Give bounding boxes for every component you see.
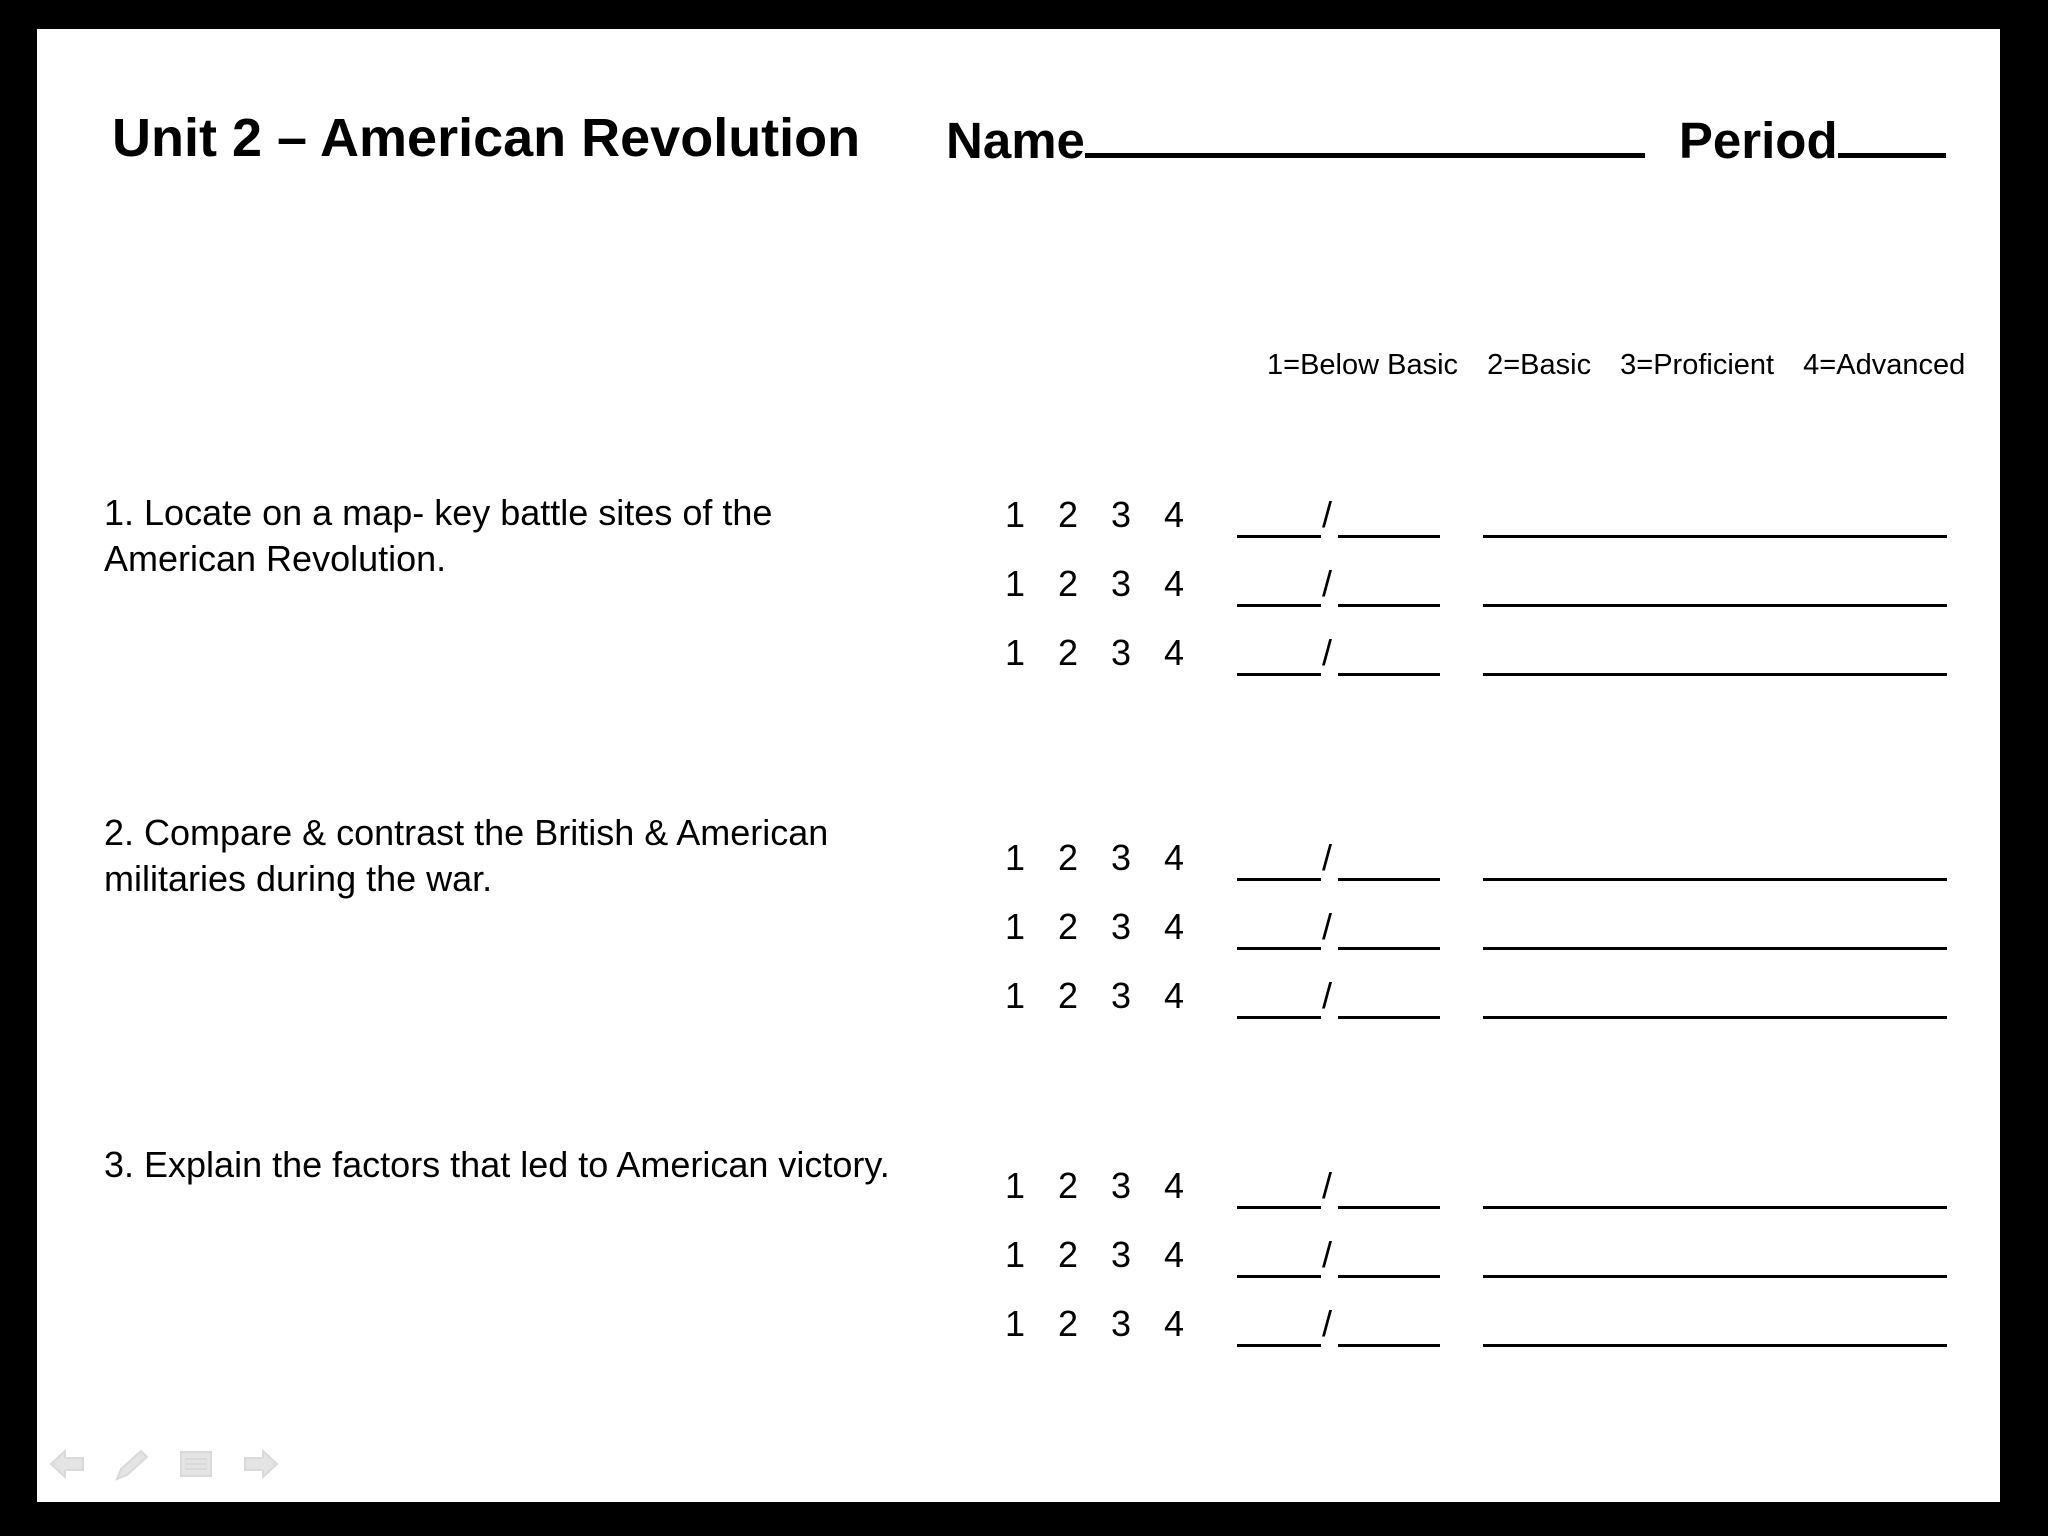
rating-1: 1 — [1005, 563, 1026, 604]
menu-icon[interactable] — [177, 1447, 215, 1481]
notes-blank — [1483, 1344, 1947, 1347]
notes-blank — [1483, 673, 1947, 676]
rating-row — [1005, 906, 2000, 952]
legend-item: 3=Proficient — [1620, 349, 1775, 381]
rating-4: 4 — [1164, 563, 1185, 604]
rating-row — [1005, 632, 2000, 678]
name-blank — [1085, 103, 1645, 158]
notes-blank — [1483, 947, 1947, 950]
score-slash: / — [1322, 906, 1333, 947]
score-blank — [1237, 1234, 1440, 1278]
rating-3: 3 — [1111, 494, 1132, 535]
rating-3: 3 — [1111, 632, 1132, 673]
rating-scale — [1005, 1165, 1217, 1207]
rating-scale — [1005, 632, 1217, 674]
rating-scale — [1005, 837, 1217, 879]
rating-row — [1005, 975, 2000, 1021]
legend-item: 4=Advanced — [1803, 349, 1966, 381]
score-blank — [1237, 494, 1440, 538]
rating-4: 4 — [1164, 1165, 1185, 1206]
legend-item: 2=Basic — [1487, 349, 1592, 381]
rating-4: 4 — [1164, 906, 1185, 947]
score-blank — [1237, 632, 1440, 676]
rating-4: 4 — [1164, 975, 1185, 1016]
rating-3: 3 — [1111, 1165, 1132, 1206]
rating-legend — [1267, 349, 1965, 382]
rating-scale — [1005, 975, 1217, 1017]
rating-4: 4 — [1164, 494, 1185, 535]
score-slash: / — [1322, 1303, 1333, 1344]
notes-blank — [1483, 1016, 1947, 1019]
rating-row — [1005, 837, 2000, 883]
score-slash: / — [1322, 837, 1333, 878]
rating-2: 2 — [1058, 632, 1079, 673]
rating-scale — [1005, 1234, 1217, 1276]
score-blank — [1237, 975, 1440, 1019]
rating-4: 4 — [1164, 1234, 1185, 1275]
notes-blank — [1483, 604, 1947, 607]
score-blank — [1237, 906, 1440, 950]
rating-1: 1 — [1005, 632, 1026, 673]
rating-scale — [1005, 906, 1217, 948]
forward-arrow-icon[interactable] — [241, 1447, 279, 1481]
rating-scale — [1005, 563, 1217, 605]
objective-1: 1. Locate on a map- key battle sites of the American Revolution. — [104, 492, 773, 579]
pen-icon[interactable] — [113, 1447, 151, 1481]
slide — [37, 29, 2000, 1502]
score-blank — [1237, 563, 1440, 607]
rating-1: 1 — [1005, 837, 1026, 878]
notes-blank — [1483, 1206, 1947, 1209]
objective-2: 2. Compare & contrast the British & American militaries during the war. — [104, 812, 829, 899]
score-slash: / — [1322, 632, 1333, 673]
rating-2: 2 — [1058, 494, 1079, 535]
rating-3: 3 — [1111, 906, 1132, 947]
rating-3: 3 — [1111, 563, 1132, 604]
rating-row — [1005, 563, 2000, 609]
score-blank — [1237, 837, 1440, 881]
score-slash: / — [1322, 563, 1333, 604]
rating-2: 2 — [1058, 975, 1079, 1016]
rating-2: 2 — [1058, 1234, 1079, 1275]
score-slash: / — [1322, 975, 1333, 1016]
rating-scale — [1005, 1303, 1217, 1345]
rating-4: 4 — [1164, 1303, 1185, 1344]
name-label: Name — [946, 112, 1085, 169]
rating-row — [1005, 1303, 2000, 1349]
notes-blank — [1483, 535, 1947, 538]
rating-scale — [1005, 494, 1217, 536]
score-blank — [1237, 1303, 1440, 1347]
rating-row — [1005, 1165, 2000, 1211]
notes-blank — [1483, 878, 1947, 881]
rating-1: 1 — [1005, 1165, 1026, 1206]
rating-2: 2 — [1058, 1165, 1079, 1206]
rating-1: 1 — [1005, 906, 1026, 947]
period-label: Period — [1678, 112, 1838, 169]
rating-row — [1005, 494, 2000, 540]
name-period-header — [946, 103, 1946, 170]
rating-3: 3 — [1111, 837, 1132, 878]
score-blank — [1237, 1165, 1440, 1209]
rating-3: 3 — [1111, 975, 1132, 1016]
rating-4: 4 — [1164, 837, 1185, 878]
rating-1: 1 — [1005, 1303, 1026, 1344]
rating-4: 4 — [1164, 632, 1185, 673]
legend-item: 1=Below Basic — [1267, 349, 1459, 381]
rating-3: 3 — [1111, 1303, 1132, 1344]
rating-1: 1 — [1005, 975, 1026, 1016]
rating-2: 2 — [1058, 1303, 1079, 1344]
score-slash: / — [1322, 494, 1333, 535]
rating-2: 2 — [1058, 563, 1079, 604]
rating-2: 2 — [1058, 906, 1079, 947]
objective-3: 3. Explain the factors that led to American victory. — [104, 1144, 890, 1185]
page-title: Unit 2 – American Revolution — [112, 108, 861, 168]
slideshow-controls — [49, 1447, 279, 1481]
rating-2: 2 — [1058, 837, 1079, 878]
back-arrow-icon[interactable] — [49, 1447, 87, 1481]
rating-1: 1 — [1005, 1234, 1026, 1275]
score-slash: / — [1322, 1165, 1333, 1206]
period-blank — [1838, 103, 1946, 158]
rating-row — [1005, 1234, 2000, 1280]
rating-3: 3 — [1111, 1234, 1132, 1275]
rating-1: 1 — [1005, 494, 1026, 535]
notes-blank — [1483, 1275, 1947, 1278]
score-slash: / — [1322, 1234, 1333, 1275]
